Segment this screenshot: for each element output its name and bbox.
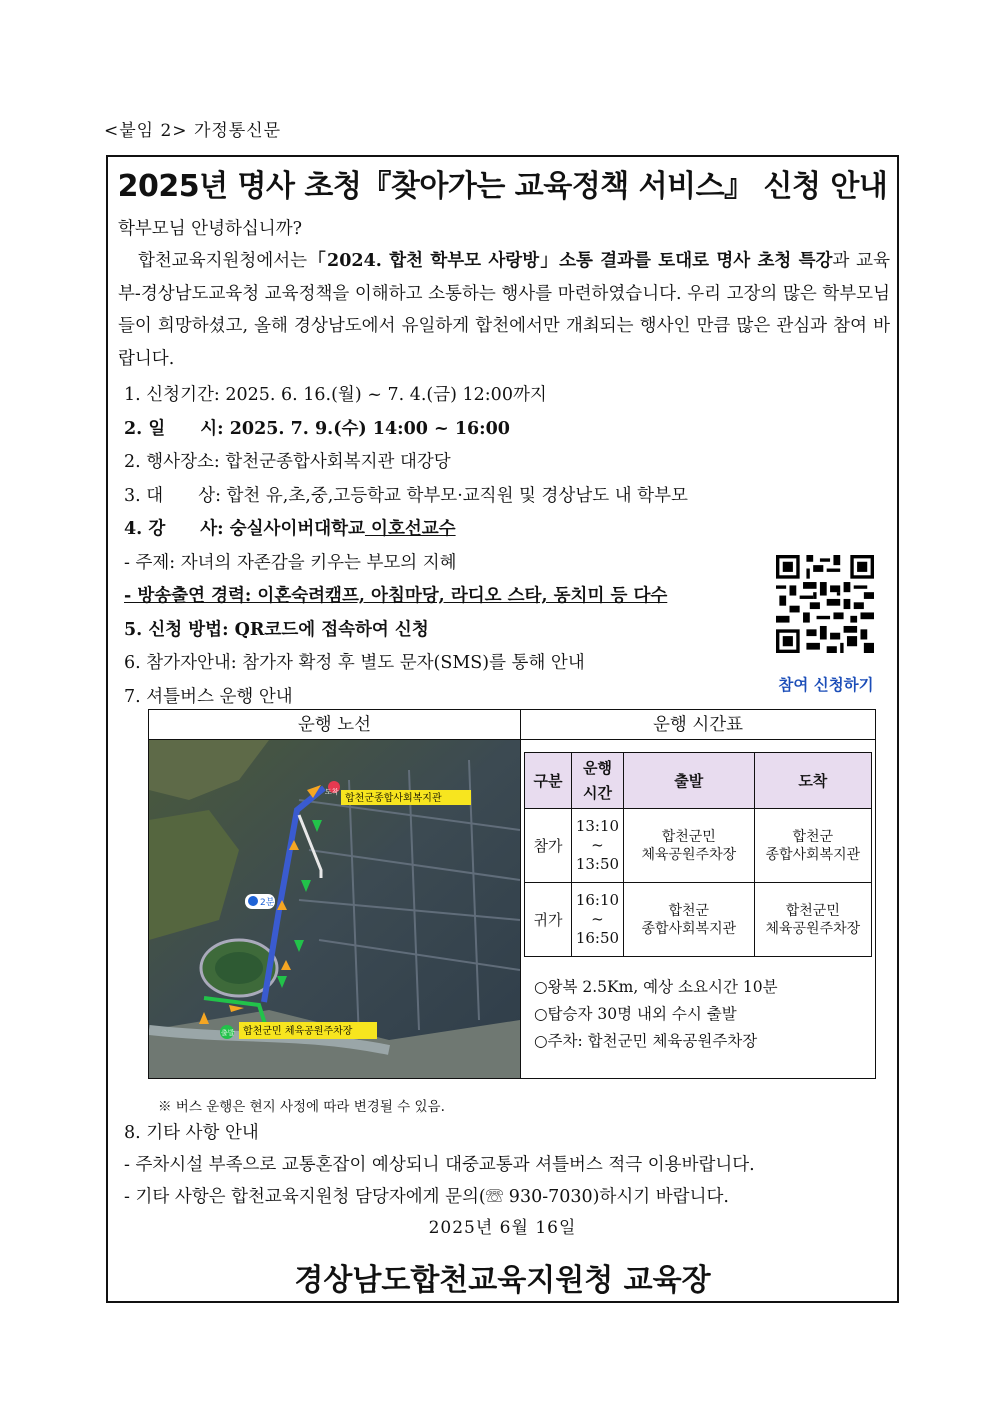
- map-time-badge: 2분: [260, 898, 275, 908]
- shuttle-box: [148, 709, 876, 1079]
- intro-part1: 합천교육지원청에서는: [138, 251, 308, 271]
- etc-heading: 8. 기타 사항 안내: [124, 1123, 259, 1143]
- intro-paragraph: [118, 245, 890, 375]
- info-list: [124, 379, 688, 714]
- th-to: 도착: [754, 753, 871, 809]
- page-title: 2025년 명사 초청『찾아가는 교육정책 서비스』 신청 안내: [117, 169, 888, 204]
- issue-date: 2025년 6월 16일: [428, 1218, 577, 1238]
- item-career: - 방송출연 경력: 이혼숙려캠프, 아침마당, 라디오 스타, 동치미 등 다수: [124, 586, 668, 606]
- divider: [520, 710, 521, 1078]
- row-to: 합천군민 체육공원주차장: [754, 883, 871, 957]
- item-notice: 6. 참가자안내: 참가자 확정 후 별도 문자(SMS)를 통해 안내: [124, 653, 585, 673]
- schedule-header: 운행 시간표: [521, 710, 875, 740]
- row-from: 합천군민 체육공원주차장: [623, 809, 754, 883]
- time-tilde: ~: [591, 836, 604, 854]
- schedule-table: [524, 752, 872, 957]
- item-venue: 2. 행사장소: 합천군종합사회복지관 대강당: [124, 452, 451, 472]
- signer: 경상남도합천교육지원청 교육장: [294, 1263, 711, 1298]
- intro-part2: 과 교육부-경상남도교육청 교육정책을 이해하고 소통하는 행사를 마련하였습니다. 우리 고장의 많은 학부모님들이 희망하셨고, 올해 경상남도에서 유일하게 합천에서만 개최되는 행사인 만큼 많은 관심과 참여 바랍니다.: [118, 251, 890, 369]
- speaker-prefix: 4. 강 사: 숭실사이버대학교: [124, 519, 365, 539]
- time-start: 13:10: [575, 817, 620, 835]
- table-row: [525, 883, 872, 957]
- row-type: 귀가: [525, 883, 572, 957]
- map-dest-marker: 도착: [325, 788, 339, 796]
- greeting: 학부모님 안녕하십니까?: [118, 219, 302, 239]
- schedule-notes: [534, 974, 778, 1055]
- item-period: 1. 신청기간: 2025. 6. 16.(월) ~ 7. 4.(금) 12:00까지: [124, 385, 547, 405]
- item-shuttle: 7. 셔틀버스 운행 안내: [124, 686, 293, 707]
- time-tilde: ~: [591, 910, 604, 928]
- map-dest-label: 합천군종합사회복지관: [345, 793, 442, 804]
- note-item: ○주차: 합천군민 체육공원주차장: [534, 1032, 758, 1050]
- item-apply: 5. 신청 방법: QR코드에 접속하여 신청: [124, 619, 429, 640]
- etc-section: [124, 1117, 755, 1213]
- row-time: [571, 883, 623, 957]
- etc-line2: - 기타 사항은 합천교육지원청 담당자에게 문의(☏ 930-7030)하시기 바랍니다.: [124, 1187, 729, 1207]
- notice-frame: [106, 155, 899, 1303]
- time-start: 16:10: [575, 891, 620, 909]
- bus-note: ※ 버스 운행은 현지 사정에 따라 변경될 수 있음.: [158, 1099, 445, 1115]
- route-header: 운행 노선: [149, 710, 520, 740]
- route-map: [149, 740, 520, 1078]
- th-time: 운행 시간: [571, 753, 623, 809]
- row-type: 참가: [525, 809, 572, 883]
- item-speaker: [124, 513, 688, 547]
- th-from: 출발: [623, 753, 754, 809]
- etc-line1: - 주차시설 부족으로 교통혼잡이 예상되니 대중교통과 셔틀버스 적극 이용바랍니다.: [124, 1155, 755, 1175]
- item-topic: - 주제: 자녀의 자존감을 키우는 부모의 지혜: [124, 552, 457, 573]
- row-to: 합천군 종합사회복지관: [754, 809, 871, 883]
- qr-caption[interactable]: 참여 신청하기: [778, 676, 874, 694]
- intro-bold: 「2024. 합천 학부모 사랑방」소통 결과를 토대로 명사 초청 특강: [307, 251, 833, 271]
- attachment-label: <붙임 2> 가정통신문: [104, 121, 282, 141]
- note-item: ○탑승자 30명 내외 수시 출발: [534, 1005, 737, 1023]
- th-type: 구분: [525, 753, 572, 809]
- table-row: [525, 809, 872, 883]
- map-origin-label: 합천군민 체육공원주차장: [243, 1026, 353, 1037]
- map-origin-marker: 출발: [221, 1029, 235, 1037]
- speaker-name: 이호선교수: [364, 519, 456, 539]
- time-end: 16:50: [575, 929, 620, 947]
- item-target: 3. 대 상: 합천 유,초,중,고등학교 학부모·교직원 및 경상남도 내 학부모: [124, 485, 688, 506]
- row-from: 합천군 종합사회복지관: [623, 883, 754, 957]
- qr-code-icon[interactable]: [776, 555, 874, 653]
- time-end: 13:50: [575, 855, 620, 873]
- item-datetime: 2. 일 시: 2025. 7. 9.(수) 14:00 ~ 16:00: [124, 418, 510, 439]
- row-time: [571, 809, 623, 883]
- note-item: ○왕복 2.5Km, 예상 소요시간 10분: [534, 978, 778, 996]
